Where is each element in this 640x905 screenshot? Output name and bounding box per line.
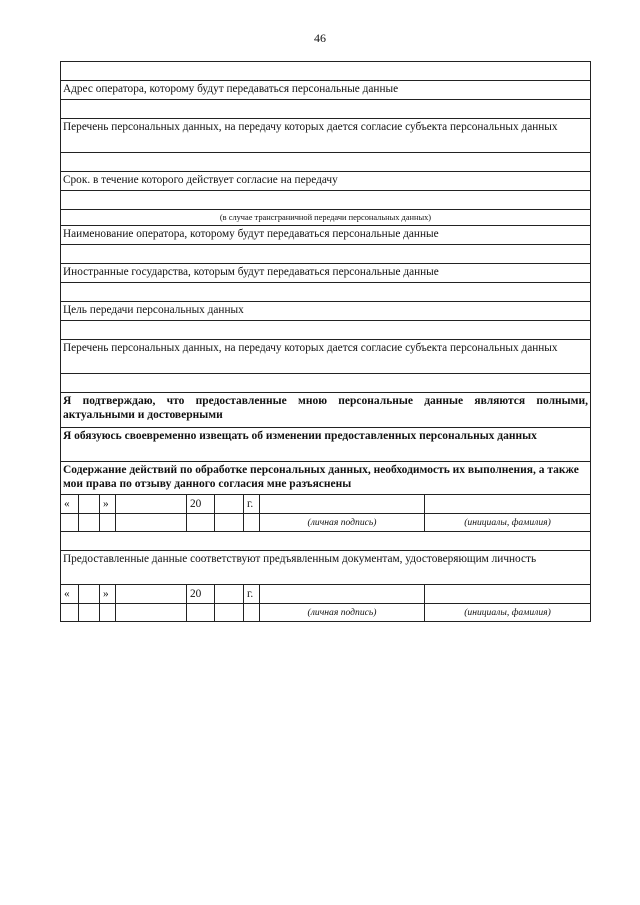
caption-cell bbox=[100, 514, 116, 531]
page-number: 46 bbox=[314, 31, 326, 45]
quote-close: » bbox=[100, 495, 116, 513]
caption-cell bbox=[244, 514, 260, 531]
caption-cell bbox=[61, 604, 79, 621]
pd-list-label: Перечень персональных данных, на передачу которых дается согласие субъекта персональных данных bbox=[61, 119, 590, 153]
blank-field[interactable] bbox=[61, 62, 590, 81]
initials-field[interactable] bbox=[425, 495, 590, 513]
actions-statement: Содержание действий по обработке персональных данных, необходимость их выполнения, а также мои права по отзыву данного согласия мне разъяснены bbox=[61, 462, 590, 495]
caption-cell bbox=[61, 514, 79, 531]
consent-term-label: Срок. в течение которого действует согласие на передачу bbox=[61, 172, 590, 191]
caption-cell bbox=[244, 604, 260, 621]
signature-field[interactable] bbox=[260, 495, 425, 513]
month-field[interactable] bbox=[116, 585, 187, 603]
caption-cell bbox=[116, 604, 187, 621]
operator-name-label: Наименование оператора, которому будут передаваться персональные данные bbox=[61, 226, 590, 245]
foreign-states-label: Иностранные государства, которым будут передаваться персональные данные bbox=[61, 264, 590, 283]
month-field[interactable] bbox=[116, 495, 187, 513]
pd-list-field[interactable] bbox=[61, 153, 590, 172]
transfer-purpose-label: Цель передачи персональных данных bbox=[61, 302, 590, 321]
initials-caption: (инициалы, фамилия) bbox=[464, 517, 551, 528]
operator-address-label: Адрес оператора, которому будут передаваться персональные данные bbox=[61, 81, 590, 100]
caption-cell bbox=[79, 514, 100, 531]
operator-name-field[interactable] bbox=[61, 245, 590, 264]
consent-form-table bbox=[60, 61, 591, 622]
signature-date-row bbox=[61, 495, 590, 514]
verify-statement: Предоставленные данные соответствуют предъявленным документам, удостоверяющим личность bbox=[61, 551, 590, 585]
notify-statement: Я обязуюсь своевременно извещать об изменении предоставленных персональных данных bbox=[61, 428, 590, 462]
caption-cell bbox=[187, 604, 215, 621]
year-suffix: г. bbox=[244, 585, 260, 603]
quote-close: » bbox=[100, 585, 116, 603]
caption-cell bbox=[187, 514, 215, 531]
cross-border-note: (в случае трансграничной передачи персональных данных) bbox=[61, 210, 590, 226]
caption-cell bbox=[215, 604, 244, 621]
pd-list-transfer-label: Перечень персональных данных, на передачу которых дается согласие субъекта персональных данных bbox=[61, 340, 590, 374]
signature-caption-row bbox=[61, 514, 590, 532]
year-field[interactable] bbox=[215, 585, 244, 603]
caption-cell bbox=[100, 604, 116, 621]
verifier-caption-row bbox=[61, 604, 590, 622]
initials-caption: (инициалы, фамилия) bbox=[464, 607, 551, 618]
caption-cell bbox=[79, 604, 100, 621]
operator-address-field[interactable] bbox=[61, 100, 590, 119]
personal-signature-caption: (личная подпись) bbox=[260, 514, 425, 531]
verifier-signature-field[interactable] bbox=[260, 585, 425, 603]
separator-row bbox=[61, 532, 590, 551]
quote-open: « bbox=[61, 585, 79, 603]
confirm-statement: Я подтверждаю, что предоставленные мною персональные данные являются полными, актуальными и достоверными bbox=[61, 393, 590, 428]
verifier-initials-field[interactable] bbox=[425, 585, 590, 603]
verifier-date-row bbox=[61, 585, 590, 604]
consent-term-field[interactable] bbox=[61, 191, 590, 210]
year-prefix: 20 bbox=[187, 585, 215, 603]
day-field[interactable] bbox=[79, 585, 100, 603]
year-field[interactable] bbox=[215, 495, 244, 513]
caption-cell bbox=[116, 514, 187, 531]
transfer-purpose-field[interactable] bbox=[61, 321, 590, 340]
year-suffix: г. bbox=[244, 495, 260, 513]
caption-cell bbox=[215, 514, 244, 531]
day-field[interactable] bbox=[79, 495, 100, 513]
personal-signature-caption: (личная подпись) bbox=[260, 604, 425, 621]
foreign-states-field[interactable] bbox=[61, 283, 590, 302]
year-prefix: 20 bbox=[187, 495, 215, 513]
pd-list-transfer-field[interactable] bbox=[61, 374, 590, 393]
quote-open: « bbox=[61, 495, 79, 513]
